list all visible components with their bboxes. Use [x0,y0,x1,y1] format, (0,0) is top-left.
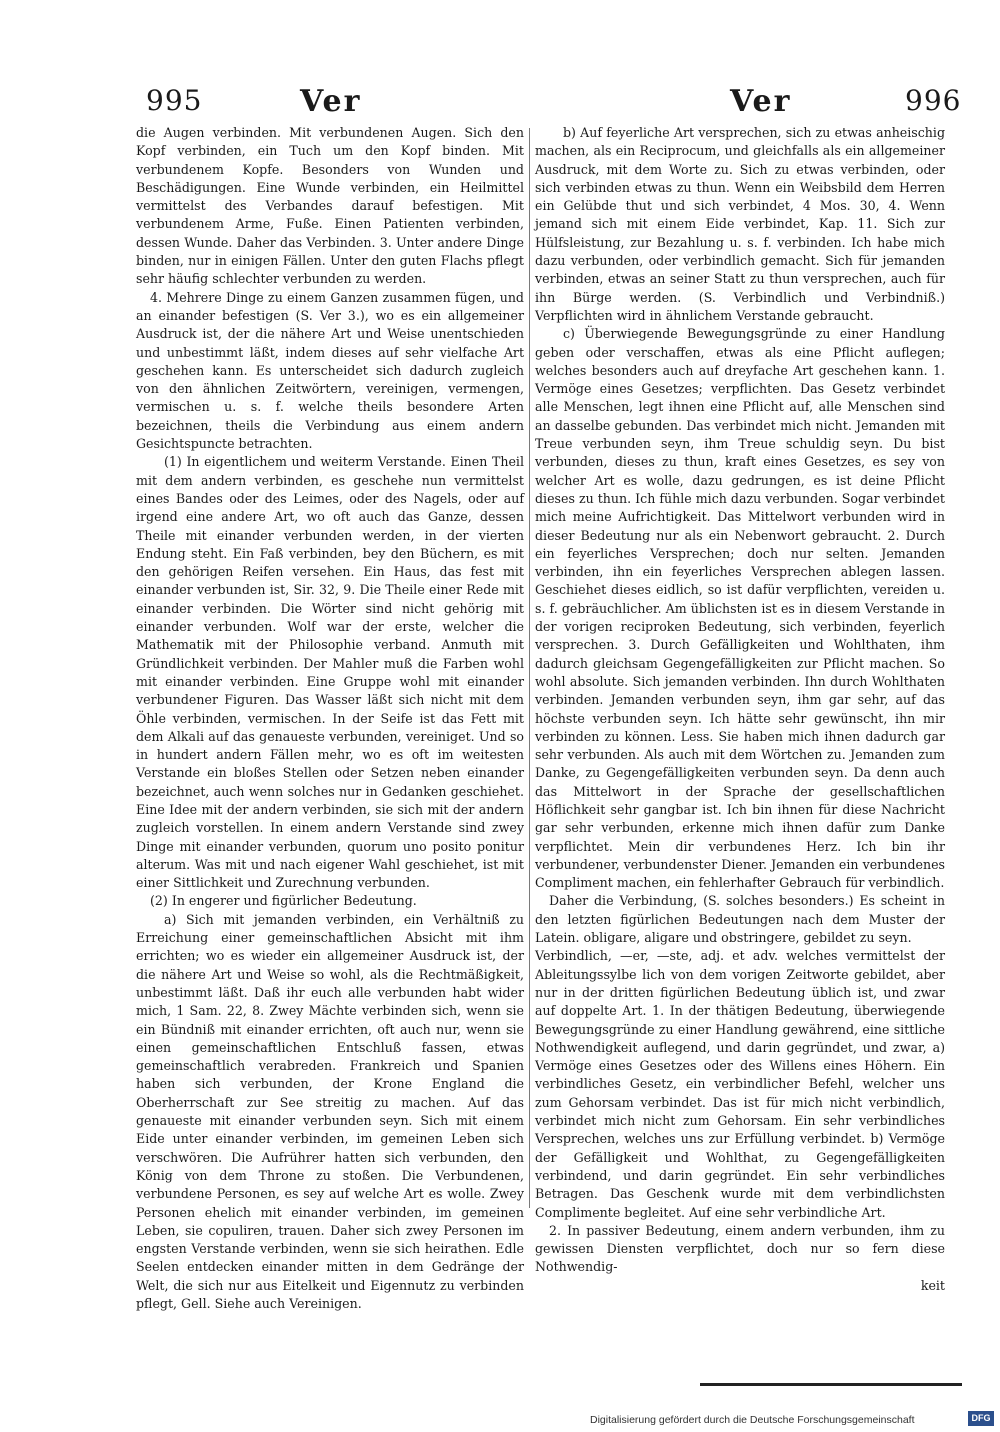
paragraph: a) Sich mit jemanden verbinden, ein Verhältniß zu Erreichung einer gemeinschaftlichen Absicht mit ihm errichten; wo es wieder ein allgemeiner Ausdruck ist, der die nähere Art und Weise so wohl, als die Rechtmäßigkeit, unbestimmt läßt. Daß ihr euch alle verbunden habt wider mich, 1 Sam. 22, 8. Zwey Mächte verbinden sich, wenn sie ein Bündniß mit einander errichten, oft auch nur, wenn sie einen gemeinschaftlichen Entschluß fassen, etwas gemeinschaftlich verabreden. Frankreich und Spanien haben sich verbunden, der Krone England die Oberherrschaft zur See streitig zu machen. Auf das genaueste mit einander verbunden seyn. Sich mit einem Eide unter einander verbinden, im gemeinen Leben sich verschwören. Die Aufrührer hatten sich verbunden, den König von dem Throne zu stoßen. Die Verbundenen, verbundene Personen, es sey auf welche Art es wolle. Zwey Personen ehelich mit einander verbinden, im gemeinen Leben, sie copuliren, trauen. Daher sich zwey Personen im engsten Verstande verbinden, wenn sie sich heirathen. Edle Seelen entdecken einander mitten in dem Gedränge der Welt, die sich nur aus Eitelkeit und Eigennutz zu verbinden pflegt, Gell. Siehe auch Vereinigen. [136,911,524,1311]
left-column [136,124,524,1313]
paragraph: b) Auf feyerliche Art versprechen, sich zu etwas anheischig machen, als ein Reciprocum, und gleichfalls als ein allgemeiner Ausdruck, mit dem Worte zu. Sich zu etwas verbinden, oder sich verbinden etwas zu thun. Wenn ein Weibsbild dem Herren ein Gelübde thut und sich verbindet, 4 Mos. 30, 4. Wenn jemand sich mit einem Eide verbindet, Kap. 11. Sich zur Hülfsleistung, zur Bezahlung u. s. f. verbinden. Ich habe mich dazu verbunden, oder verbindlich gemacht. Sich für jemanden verbinden, etwas an seiner Statt zu thun versprechen, auch für ihn Bürge werden. (S. Verbindlich und Verbindniß.) Verpflichten wird in ähnlichem Verstande gebraucht. [535,125,945,323]
paragraph: 2. In passiver Bedeutung, einem andern verbunden, ihm zu gewissen Diensten verpflichtet, doch nur so fern diese Nothwendig- [535,1222,945,1275]
paragraph: c) Überwiegende Bewegungsgründe zu einer Handlung geben oder verschaffen, etwas als eine Pflicht auflegen; welches besonders auch auf dreyfache Art geschehen kann. 1. Vermöge eines Gesetzes; verpflichten. Das Gesetz verbindet alle Menschen, legt ihnen eine Pflicht auf, alle Menschen sind an dasselbe gebunden. Das verbindet mich nicht. Jemanden mit Treue verbunden seyn, ihm Treue schuldig seyn. Du bist verbunden, dieses zu thun, kraft eines Gesetzes, es sey von welcher Art es wolle, dazu gedrungen, es ist deine Pflicht dieses zu thun. Ich fühle mich dazu verbunden. Sogar verbindet mich meine Aufrichtigkeit. Das Mittelwort verbunden wird in dieser Bedeutung nur als ein Nebenwort gebraucht. 2. Durch ein feyerliches Versprechen; doch nur selten. Jemanden verbinden, ihn ein feyerliches Versprechen ablegen lassen. Geschiehet dieses eidlich, so ist dafür verpflichten, vereiden u. s. f. gebräuchlicher. Am üblichsten ist es in diesem Verstande in der vorigen reciproken Bedeutung, sich verbinden, feyerlich versprechen. 3. Durch Gefälligkeiten und Wohlthaten, ihm dadurch gleichsam Gegengefälligkeiten zur Pflicht machen. So wohl absolute. Sich jemanden verbinden. Ihn durch Wohlthaten verbinden. Jemanden verbunden seyn, ihm gar sehr, auf das höchste verbunden seyn. Ich hätte sehr gewünscht, ihn mir verbinden zu können. Less. Sie haben mich ihnen dadurch gar sehr verbunden. Als auch mit dem Wörtchen zu. Jemanden zum Danke, zu Gegengefälligkeiten verbunden seyn. Da denn auch das Mittelwort in der Sprache der gesellschaftlichen Höflichkeit sehr gangbar ist. Ich bin ihnen für diese Nachricht gar sehr verbunden, erkenne mich ihnen dafür zum Danke verpflichtet. Mein dir verbundenes Herz. Ich bin ihr verbundener, verbundenster Diener. Jemanden ein verbundenes Compliment machen, ein fehlerhafter Gebrauch für verbindlich. [535,326,945,891]
left-page-number: 995 [146,84,203,117]
right-running-head: Ver [730,84,792,119]
right-column [535,124,945,1295]
bottom-rule [700,1383,962,1386]
paragraph: (2) In engerer und figürlicher Bedeutung. [150,893,417,909]
digitization-credit: Digitalisierung gefördert durch die Deutsche Forschungsgemeinschaft [590,1414,915,1426]
paragraph: 4. Mehrere Dinge zu einem Ganzen zusammen fügen, und an einander befestigen (S. Ver 3.), wo es ein allgemeiner Ausdruck ist, der die nähere Art und Weise unentschieden und unbestimmt läßt, indem dieses auf sehr vielfache Art geschehen kann. Es unterscheidet sich dadurch zugleich von den ähnlichen Zeitwörtern, vereinigen, vermengen, vermischen u. s. f. welche theils besondere Arten bezeichnen, theils die Verbindung aus einem andern Gesichtspuncte betrachten. [136,289,524,452]
right-page-number: 996 [905,84,962,117]
paragraph: Daher die Verbindung, (S. solches besonders.) Es scheint in den letzten figürlichen Bedeutungen nach dem Muster der Latein. obligare, aligare und obstringere, gebildet zu seyn. [535,893,945,946]
column-divider [529,128,530,1208]
dfg-logo: DFG [968,1411,994,1426]
paragraph: (1) In eigentlichem und weiterm Verstande. Einen Theil mit dem andern verbinden, es geschehe nun vermittelst eines Bandes oder des Leimes, oder des Nagels, oder auf irgend eine andere Art, wo oft auch das Ganze, dessen Theile mit einander verbunden werden, in der vierten Endung steht. Ein Faß verbinden, bey den Büchern, es mit den gehörigen Reifen versehen. Ein Haus, das fest mit einander verbunden ist, Sir. 32, 9. Die Theile einer Rede mit einander verbinden. Die Wörter sind nicht gehörig mit einander verbunden. Wolf war der erste, welcher die Mathematik mit der Philosophie verband. Anmuth mit Gründlichkeit verbinden. Der Mahler muß die Farben wohl mit einander verbinden. Eine Gruppe wohl mit einander verbundener Figuren. Das Wasser läßt sich nicht mit dem Öhle verbinden, vermischen. In der Seife ist das Fett mit dem Alkali auf das genaueste verbunden, vereiniget. Und so in hundert andern Fällen mehr, wo es oft im weitesten Verstande ein bloßes Stellen oder Setzen neben einander bezeichnet, auch wenn solches nur in Gedanken geschiehet. Eine Idee mit der andern verbinden, sie sich mit der andern zugleich vorstellen. In einem andern Verstande sind zwey Dinge mit einander verbunden, quorum uno posito ponitur alterum. Was mit und nach eigener Wahl geschiehet, ist mit einer Sittlichkeit und Zurechnung verbunden. [136,454,524,891]
left-running-head: Ver [300,84,362,119]
paragraph: die Augen verbinden. Mit verbundenen Augen. Sich den Kopf verbinden, ein Tuch um den Kopf binden. Mit verbundenem Kopfe. Besonders von Wunden und Beschädigungen. Eine Wunde verbinden, ein Heilmittel vermittelst des Verbandes darauf befestigen. Mit verbundenem Arme, Fuße. Einen Patienten verbinden, dessen Wunde. Daher das Verbinden. 3. Unter andere Dinge binden, nur in einigen Fällen. Unter den guten Flachs pflegt sehr häufig schlechter verbunden zu werden. [136,125,524,287]
catchword: keit [920,1277,945,1293]
dictionary-entry: Verbindlich, —er, —ste, adj. et adv. welches vermittelst der Ableitungssylbe lich von dem vorigen Zeitworte gebildet, aber nur in der dritten figürlichen Bedeutung üblich ist, und zwar auf doppelte Art. 1. In der thätigen Bedeutung, überwiegende Bewegungsgründe zu einer Handlung gewährend, eine sittliche Nothwendigkeit auflegend, und darin gegründet, und zwar, a) Vermöge eines Gesetzes oder des Willens eines Höhern. Ein verbindliches Gesetz, ein verbindlicher Befehl, welcher uns zum Gehorsam verbindet. Das ist für mich nicht verbindlich, verbindet mich nicht zum Gehorsam. Ein sehr verbindliches Versprechen, welches uns zur Erfüllung verbindet. b) Vermöge der Gefälligkeit und Wohlthat, zu Gegengefälligkeiten verbindend, und darin gegründet. Ein sehr verbindliches Betragen. Das Geschenk wurde mit dem verbindlichsten Complimente begleitet. Auf eine sehr verbindliche Art. [535,948,945,1220]
